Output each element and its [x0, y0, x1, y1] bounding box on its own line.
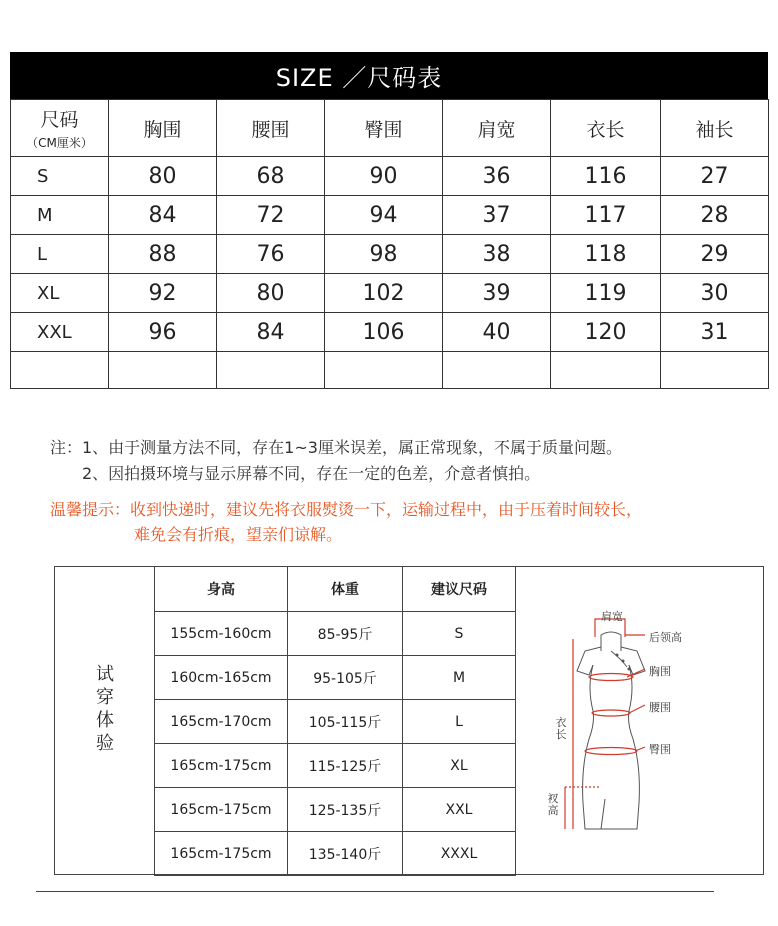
chest-label: 胸围 — [649, 665, 671, 678]
table-cell: 116 — [551, 157, 661, 196]
table-cell: 90 — [325, 157, 443, 196]
table-cell: 27 — [661, 157, 769, 196]
table-cell: 155cm-160cm — [155, 612, 288, 656]
table-cell: 36 — [443, 157, 551, 196]
table-row — [11, 157, 769, 196]
table-cell: 40 — [443, 313, 551, 352]
try-on-panel — [54, 566, 764, 875]
table-cell: 88 — [109, 235, 217, 274]
table-cell: 72 — [217, 196, 325, 235]
table-cell: 68 — [217, 157, 325, 196]
table-cell: 96 — [109, 313, 217, 352]
table-row — [11, 313, 769, 352]
table-cell: 38 — [443, 235, 551, 274]
note-line-2: 2、因拍摄环境与显示屏幕不同，存在一定的色差，介意者慎拍。 — [82, 464, 541, 483]
table-cell: 94 — [325, 196, 443, 235]
table-row — [155, 744, 516, 788]
table-row — [155, 612, 516, 656]
bottom-divider — [36, 891, 714, 892]
shoulder-label: 肩宽 — [601, 610, 623, 623]
table-cell: 105-115斤 — [288, 700, 403, 744]
table-cell: 95-105斤 — [288, 656, 403, 700]
try-on-header-row — [155, 567, 516, 612]
header-cell: 臀围 — [325, 100, 443, 157]
header-cell: 肩宽 — [443, 100, 551, 157]
table-cell: 120 — [551, 313, 661, 352]
back-neck-label: 后领高 — [649, 631, 682, 644]
table-cell: 92 — [109, 274, 217, 313]
header-cell: 胸围 — [109, 100, 217, 157]
table-cell: 28 — [661, 196, 769, 235]
table-cell: 165cm-175cm — [155, 832, 288, 876]
size-cell: XL — [11, 274, 109, 313]
table-cell: 165cm-175cm — [155, 788, 288, 832]
table-cell: 84 — [109, 196, 217, 235]
table-cell: 102 — [325, 274, 443, 313]
table-cell: M — [403, 656, 516, 700]
table-row — [155, 656, 516, 700]
waist-label: 腰围 — [649, 701, 671, 714]
table-cell: 76 — [217, 235, 325, 274]
size-chart-header-row — [11, 100, 769, 157]
table-cell: 160cm-165cm — [155, 656, 288, 700]
table-cell: XXXL — [403, 832, 516, 876]
size-cell: XXL — [11, 313, 109, 352]
header-cell: 尺码 （CM厘米） — [11, 100, 109, 157]
table-cell: 85-95斤 — [288, 612, 403, 656]
table-cell: XL — [403, 744, 516, 788]
note-line-1: 注：1、由于测量方法不同，存在1~3厘米误差，属正常现象，不属于质量问题。 — [50, 438, 622, 457]
table-row — [155, 788, 516, 832]
size-cell: L — [11, 235, 109, 274]
table-cell: 37 — [443, 196, 551, 235]
size-chart-title — [10, 52, 768, 99]
warning-line-2: 难免会有折痕，望亲们谅解。 — [134, 525, 343, 544]
table-cell: L — [403, 700, 516, 744]
size-chart-table — [10, 99, 769, 389]
table-cell: 165cm-175cm — [155, 744, 288, 788]
header-cell: 建议尺码 — [403, 567, 516, 612]
warning-line-1: 温馨提示：收到快递时，建议先将衣服熨烫一下，运输过程中，由于压着时间较长， — [50, 500, 643, 519]
table-cell: 39 — [443, 274, 551, 313]
table-cell: 117 — [551, 196, 661, 235]
try-on-label: 试穿体验 — [96, 664, 114, 754]
table-cell: 106 — [325, 313, 443, 352]
table-row — [11, 235, 769, 274]
table-cell: 118 — [551, 235, 661, 274]
table-cell: 31 — [661, 313, 769, 352]
table-row — [11, 274, 769, 313]
slit-label: 衩高 — [547, 792, 559, 817]
table-row — [11, 196, 769, 235]
table-cell: XXL — [403, 788, 516, 832]
header-cell: 身高 — [155, 567, 288, 612]
length-label: 衣长 — [555, 716, 567, 741]
table-cell: S — [403, 612, 516, 656]
header-cell: 体重 — [288, 567, 403, 612]
table-cell: 80 — [217, 274, 325, 313]
header-cell: 衣长 — [551, 100, 661, 157]
size-cell: M — [11, 196, 109, 235]
qipao-measurement-diagram — [525, 567, 763, 874]
table-cell: 135-140斤 — [288, 832, 403, 876]
try-on-table — [154, 566, 516, 876]
hip-label: 臀围 — [649, 743, 671, 756]
table-cell: 125-135斤 — [288, 788, 403, 832]
table-cell: 80 — [109, 157, 217, 196]
header-cell: 腰围 — [217, 100, 325, 157]
table-cell: 165cm-170cm — [155, 700, 288, 744]
table-cell: 29 — [661, 235, 769, 274]
size-chart-title-text: SIZE ／尺码表 — [275, 64, 443, 92]
table-cell: 119 — [551, 274, 661, 313]
header-cell: 袖长 — [661, 100, 769, 157]
table-cell: 98 — [325, 235, 443, 274]
table-row — [155, 700, 516, 744]
table-row — [155, 832, 516, 876]
empty-row — [11, 352, 769, 389]
table-cell: 30 — [661, 274, 769, 313]
table-cell: 115-125斤 — [288, 744, 403, 788]
table-cell: 84 — [217, 313, 325, 352]
size-cell: S — [11, 157, 109, 196]
